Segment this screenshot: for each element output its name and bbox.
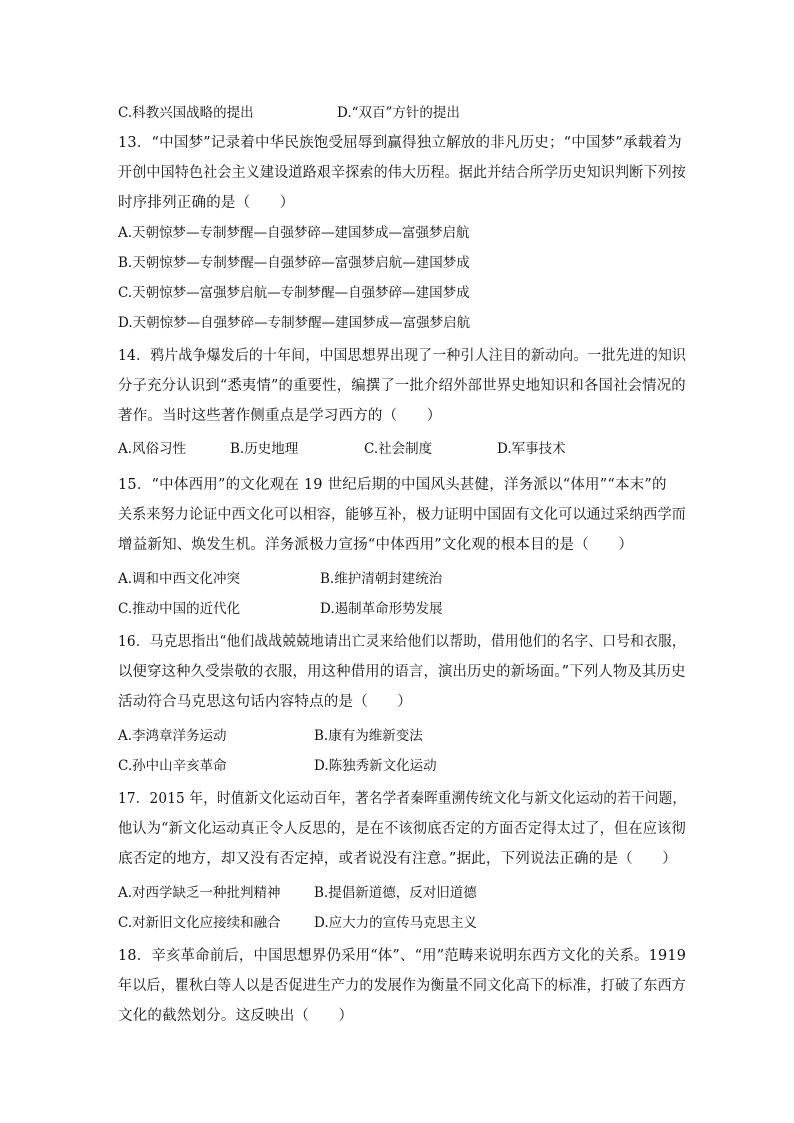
q13-stem-line-3: 时序排列正确的是（ ） <box>118 195 295 211</box>
q16-stem-line-3: 活动符合马克思这句话内容特点的是（ ） <box>118 694 412 710</box>
q17-option-a: A.对西学缺乏一种批判精神 <box>118 885 281 901</box>
q15-option-c: C.推动中国的近代化 <box>118 601 241 617</box>
q17-stem-line-1: 17．2015 年，时值新文化运动百年，著名学者秦晖重溯传统文化与新文化运动的若干问题， <box>118 791 687 807</box>
q18-stem-line-1: 18．辛亥革命前后，中国思想界仍采用“体”、“用”范畴来说明东西方文化的关系。1919 <box>118 948 687 964</box>
q15-stem-line-1: 15．“中体西用”的文化观在 19 世纪后期的中国风头甚健，洋务派以“体用”“本末”的 <box>118 477 667 493</box>
q15-option-a: A.调和中西文化冲突 <box>118 571 241 587</box>
q16-stem-line-2: 以便穿这种久受崇敬的衣服，用这种借用的语言，演出历史的新场面。”下列人物及其历史 <box>118 664 686 680</box>
q17-stem-line-3: 底否定的地方，却又没有否定掉，或者说没有注意。”据此，下列说法正确的是（ ） <box>118 851 677 867</box>
q14-option-d: D.军事技术 <box>497 441 566 457</box>
q14-option-b: B.历史地理 <box>230 441 299 457</box>
q14-option-a: A.风俗习性 <box>118 441 187 457</box>
q16-option-c: C.孙中山辛亥革命 <box>118 758 227 774</box>
q15-option-d: D.遏制革命形势发展 <box>320 601 443 617</box>
q13-stem-line-1: 13．“中国梦”记录着中华民族饱受屈辱到赢得独立解放的非凡历史；“中国梦”承载着为 <box>118 135 682 151</box>
q15-stem-line-3: 增益新知、焕发生机。洋务派极力宣扬“中体西用”文化观的根本目的是（ ） <box>118 537 634 553</box>
q14-stem-line-2: 分子充分认识到“悉夷情”的重要性，编撰了一批介绍外部世界史地知识和各国社会情况的 <box>118 378 686 394</box>
q16-stem-line-1: 16．马克思指出“他们战战兢兢地请出亡灵来给他们以帮助，借用他们的名字、口号和衣服， <box>118 634 686 650</box>
q13-option-d: D.天朝惊梦—自强梦碎—专制梦醒—建国梦成—富强梦启航 <box>118 315 471 331</box>
q15-stem-line-2: 关系来努力论证中西文化可以相容，能够互补，极力证明中国固有文化可以通过采纳西学而 <box>118 507 687 523</box>
q17-stem-line-2: 他认为“新文化运动真正令人反思的，是在不该彻底否定的方面否定得太过了，但在应该彻 <box>118 821 686 837</box>
q16-option-a: A.李鸿章洋务运动 <box>118 728 227 744</box>
q14-stem-line-1: 14．鸦片战争爆发后的十年间，中国思想界出现了一种引人注目的新动向。一批先进的知识 <box>118 348 687 364</box>
q17-option-b: B.提倡新道德，反对旧道德 <box>314 885 477 901</box>
q13-stem-line-2: 开创中国特色社会主义建设道路艰辛探索的伟大历程。据此并结合所学历史知识判断下列按 <box>118 165 687 181</box>
q13-option-a: A.天朝惊梦—专制梦醒—自强梦碎—建国梦成—富强梦启航 <box>118 225 470 241</box>
q18-stem-line-3: 文化的截然划分。这反映出（ ） <box>118 1008 354 1024</box>
q14-option-c: C.社会制度 <box>364 441 433 457</box>
q12-option-d: D.“双百”方针的提出 <box>337 105 460 121</box>
q16-option-d: D.陈独秀新文化运动 <box>314 758 437 774</box>
q15-option-b: B.维护清朝封建统治 <box>320 571 443 587</box>
q17-option-d: D.应大力的宣传马克思主义 <box>314 915 478 931</box>
q17-option-c: C.对新旧文化应接续和融合 <box>118 915 281 931</box>
q16-option-b: B.康有为维新变法 <box>314 728 423 744</box>
q13-option-b: B.天朝惊梦—专制梦醒—自强梦碎—富强梦启航—建国梦成 <box>118 255 470 271</box>
q13-option-c: C.天朝惊梦—富强梦启航—专制梦醒—自强梦碎—建国梦成 <box>118 285 470 301</box>
q14-stem-line-3: 著作。当时这些著作侧重点是学习西方的（ ） <box>118 408 442 424</box>
q12-option-c: C.科教兴国战略的提出 <box>118 105 254 121</box>
q18-stem-line-2: 年以后，瞿秋白等人以是否促进生产力的发展作为衡量不同文化高下的标准，打破了东西方 <box>118 978 687 994</box>
